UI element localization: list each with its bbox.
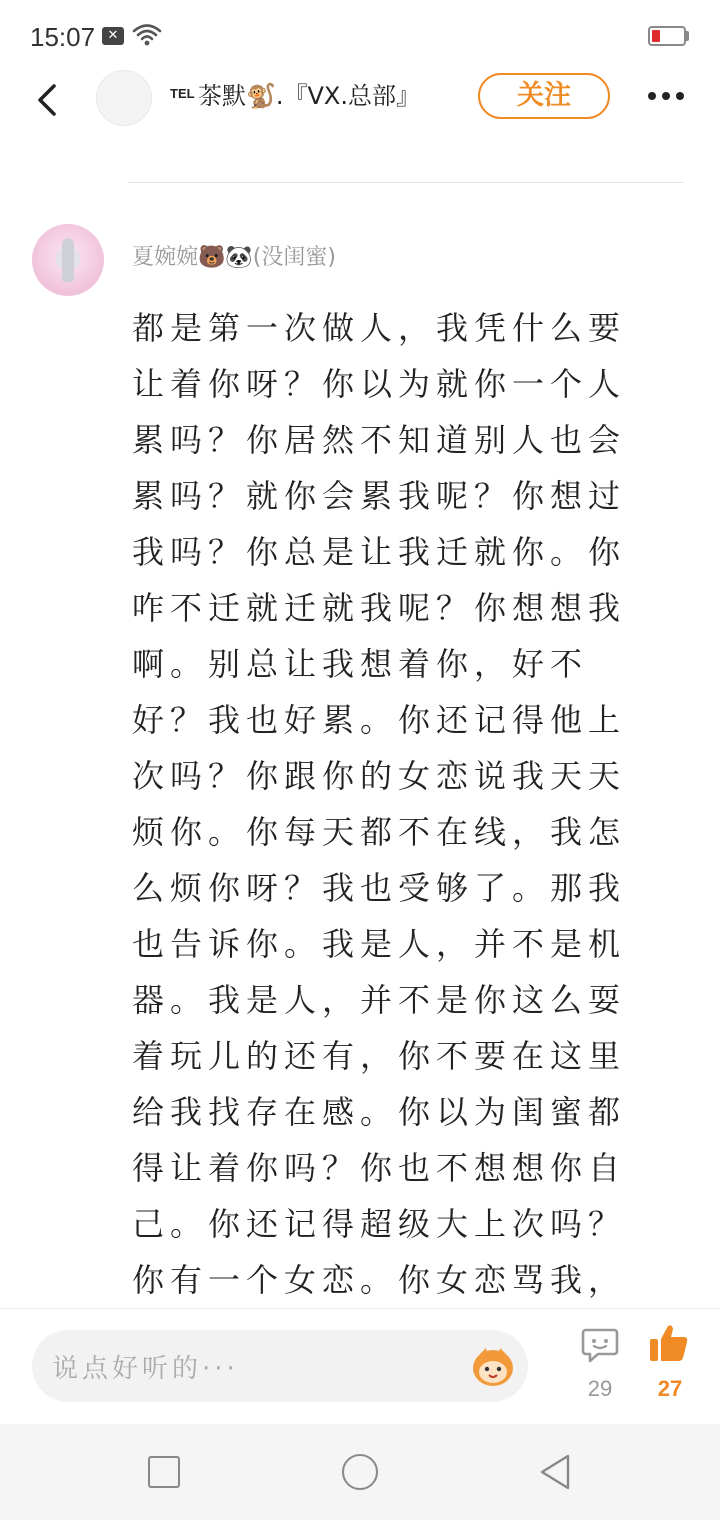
comment-avatar[interactable] [32,224,104,296]
nav-circle-icon[interactable] [342,1454,378,1490]
input-placeholder: 说点好听的··· [52,1354,239,1384]
thumbs-up-icon[interactable] [648,1322,690,1364]
battery-nub [686,31,689,41]
wifi-icon [132,22,162,48]
header-avatar[interactable] [96,70,152,126]
header [0,68,720,132]
divider [128,182,684,183]
back-arrow-icon[interactable] [28,80,68,120]
nav-square-icon[interactable] [148,1456,180,1488]
comment-text: 都是第一次做人，我凭什么要让着你呀？你以为就你一个人累吗？你居然不知道别人也会累吗？就你会累我呢？你想过我吗？你总是让我迁就你。你咋不迁就迁就我呢？你想想我啊。别总让我想着你，好不好？我也好累。你还记得他上次吗？你跟你的女恋说我天天烦你。你每天都不在线，我怎么烦你呀？我也受够了。那我也告诉你。我是人，并不是机器。我是人，并不是你这么耍着玩儿的还有，你不要在这里给我找存在感。你以为闺蜜都得让着你吗？你也不想想你自己。你还记得超级大上次吗？你有一个女恋。你女恋骂我， [132,309,627,1299]
battery-icon [648,26,686,46]
status-bar [0,0,720,72]
tel-label: TEL [170,86,195,101]
comment-icon[interactable] [580,1324,620,1364]
notification-icon: ✕ [102,27,124,45]
follow-button[interactable]: 关注 [478,73,610,119]
like-count: 27 [657,1376,683,1401]
bottom-divider [0,1308,720,1309]
more-icon[interactable] [648,84,698,110]
nav-back-icon[interactable] [536,1452,576,1492]
header-username[interactable]: 茶默🐒.『VX.总部』 [198,82,420,110]
comment-username[interactable]: 夏婉婉🐻🐼(没闺蜜) [132,245,336,270]
status-time: 15:07 [30,22,96,52]
comment-input[interactable] [32,1330,528,1402]
comment-count: 29 [587,1376,613,1401]
mascot-icon[interactable] [470,1344,516,1388]
battery-level [652,30,660,42]
